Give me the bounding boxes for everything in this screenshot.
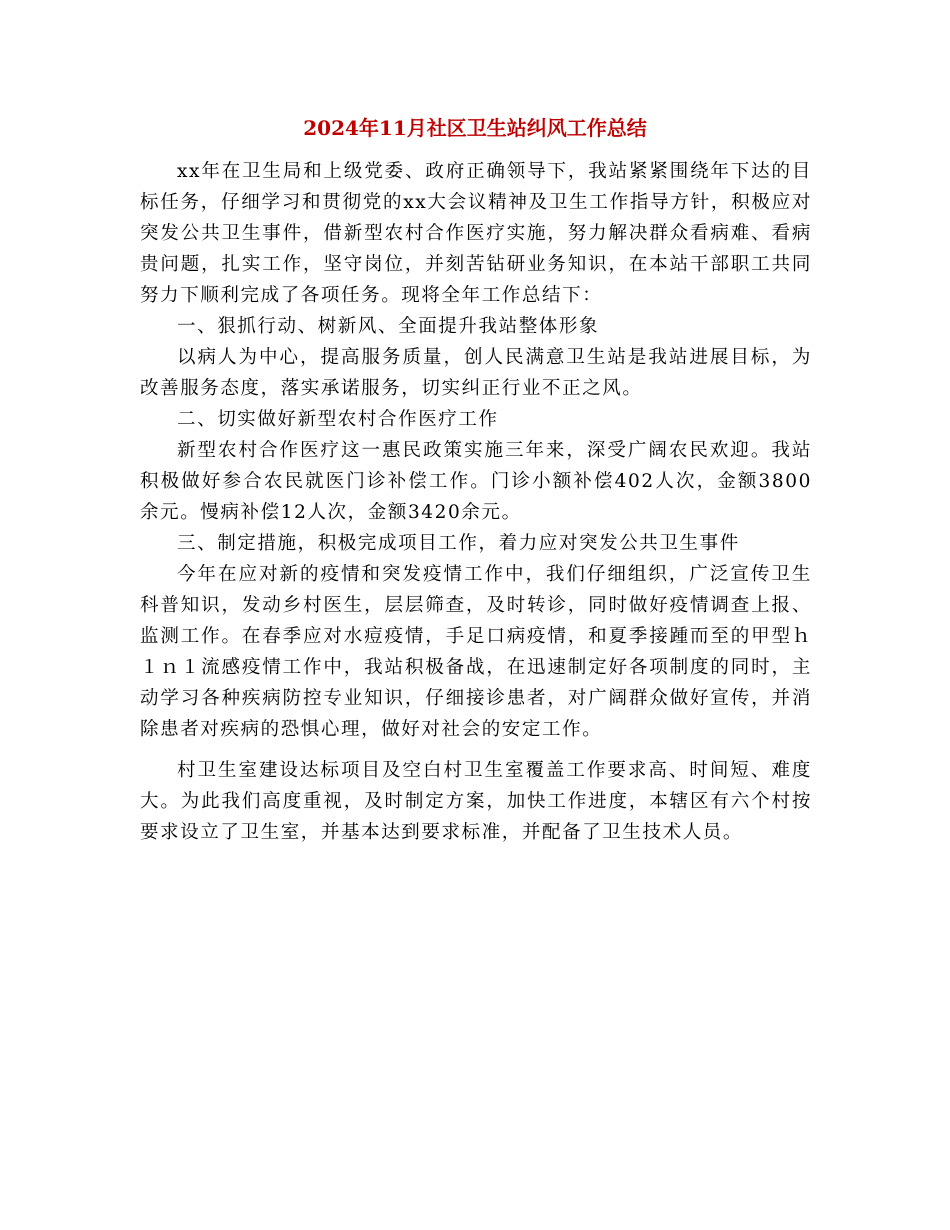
paragraph-section-2: 新型农村合作医疗这一惠民政策实施三年来，深受广阔农民欢迎。我站积极做好参合农民就医门诊补偿工作。门诊小额补偿402人次，金额3800余元。慢病补偿12人次，金额3420余元。 bbox=[140, 440, 812, 523]
paragraph-section-1: 以病人为中心，提高服务质量，创人民满意卫生站是我站进展目标，为改善服务态度，落实承诺服务，切实纠正行业不正之风。 bbox=[140, 347, 812, 399]
section-heading-3: 三、制定措施，积极完成项目工作，着力应对突发公共卫生事件 bbox=[177, 533, 740, 554]
document-body bbox=[140, 156, 812, 848]
section-heading-2: 二、切实做好新型农村合作医疗工作 bbox=[177, 409, 499, 430]
section-heading-1: 一、狠抓行动、树新风、全面提升我站整体形象 bbox=[177, 316, 600, 337]
document-title: 2024年11月社区卫生站纠风工作总结 bbox=[303, 116, 647, 140]
paragraph-intro: xx年在卫生局和上级党委、政府正确领导下，我站紧紧围绕年下达的目标任务，仔细学习和贯彻党的xx大会议精神及卫生工作指导方针，积极应对突发公共卫生事件，借新型农村合作医疗实施，努力解决群众看病难、看病贵问题，扎实工作，坚守岗位，并刻苦钻研业务知识，在本站干部职工共同努力下顺利完成了各项任务。现将全年工作总结下： bbox=[140, 161, 812, 306]
paragraph-section-3: 今年在应对新的疫情和突发疫情工作中，我们仔细组织，广泛宣传卫生科普知识，发动乡村医生，层层筛查，及时转诊，同时做好疫情调查上报、监测工作。在春季应对水痘疫情，手足口病疫情，和夏季接踵而至的甲型ｈ１ｎ１流感疫情工作中，我站积极备战，在迅速制定好各项制度的同时，主动学习各种疾病防控专业知识，仔细接诊患者，对广阔群众做好宣传，并消除患者对疾病的恐惧心理，做好对社会的安定工作。 bbox=[140, 564, 812, 740]
paragraph-village-clinic: 村卫生室建设达标项目及空白村卫生室覆盖工作要求高、时间短、难度大。为此我们高度重视，及时制定方案，加快工作进度，本辖区有六个村按要求设立了卫生室，并基本达到要求标准，并配备了卫生技术人员。 bbox=[140, 760, 812, 843]
